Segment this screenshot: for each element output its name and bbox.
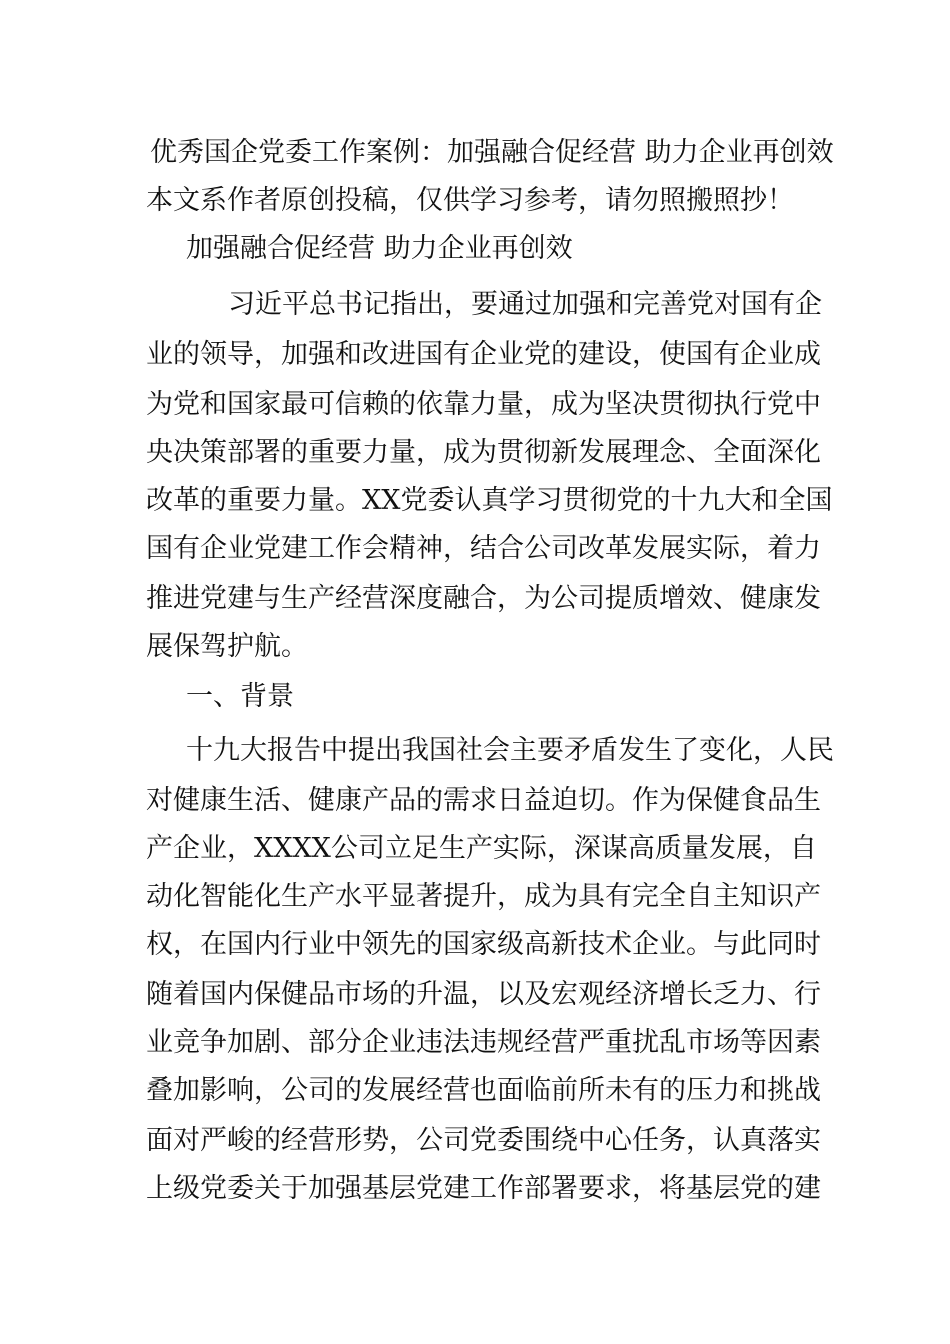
- intro-line: 央决策部署的重要力量，成为贯彻新发展理念、全面深化: [146, 437, 821, 468]
- background-line: 上级党委关于加强基层党建工作部署要求，将基层党的建: [146, 1173, 821, 1204]
- background-line: 十九大报告中提出我国社会主要矛盾发生了变化，人民: [186, 735, 834, 766]
- background-line: 动化智能化生产水平显著提升，成为具有完全自主知识产: [146, 881, 821, 912]
- background-line: 随着国内保健品市场的升温，以及宏观经济增长乏力、行: [146, 979, 821, 1010]
- intro-line: 业的领导，加强和改进国有企业党的建设，使国有企业成: [146, 339, 821, 370]
- intro-line: 改革的重要力量。XX党委认真学习贯彻党的十九大和全国: [146, 485, 833, 516]
- background-line: 产企业，XXXX公司立足生产实际，深谋高质量发展，自: [146, 833, 817, 864]
- copyright-notice: 本文系作者原创投稿，仅供学习参考，请勿照搬照抄！: [146, 185, 794, 216]
- background-line: 叠加影响，公司的发展经营也面临前所未有的压力和挑战: [146, 1075, 821, 1106]
- intro-line: 国有企业党建工作会精神，结合公司改革发展实际，着力: [146, 533, 821, 564]
- section-heading: 一、背景: [186, 681, 294, 712]
- intro-line: 为党和国家最可信赖的依靠力量，成为坚决贯彻执行党中: [146, 389, 821, 420]
- background-line: 对健康生活、健康产品的需求日益迫切。作为保健食品生: [146, 785, 821, 816]
- document-title-line: 优秀国企党委工作案例：加强融合促经营 助力企业再创效: [150, 137, 834, 168]
- intro-line: 习近平总书记指出，要通过加强和完善党对国有企: [228, 289, 822, 320]
- background-line: 业竞争加剧、部分企业违法违规经营严重扰乱市场等因素: [146, 1027, 821, 1058]
- intro-line: 推进党建与生产经营深度融合，为公司提质增效、健康发: [146, 583, 821, 614]
- background-line: 权，在国内行业中领先的国家级高新技术企业。与此同时: [146, 929, 821, 960]
- intro-line: 展保驾护航。: [146, 631, 308, 662]
- background-line: 面对严峻的经营形势，公司党委围绕中心任务，认真落实: [146, 1125, 821, 1156]
- article-subtitle: 加强融合促经营 助力企业再创效: [186, 233, 573, 264]
